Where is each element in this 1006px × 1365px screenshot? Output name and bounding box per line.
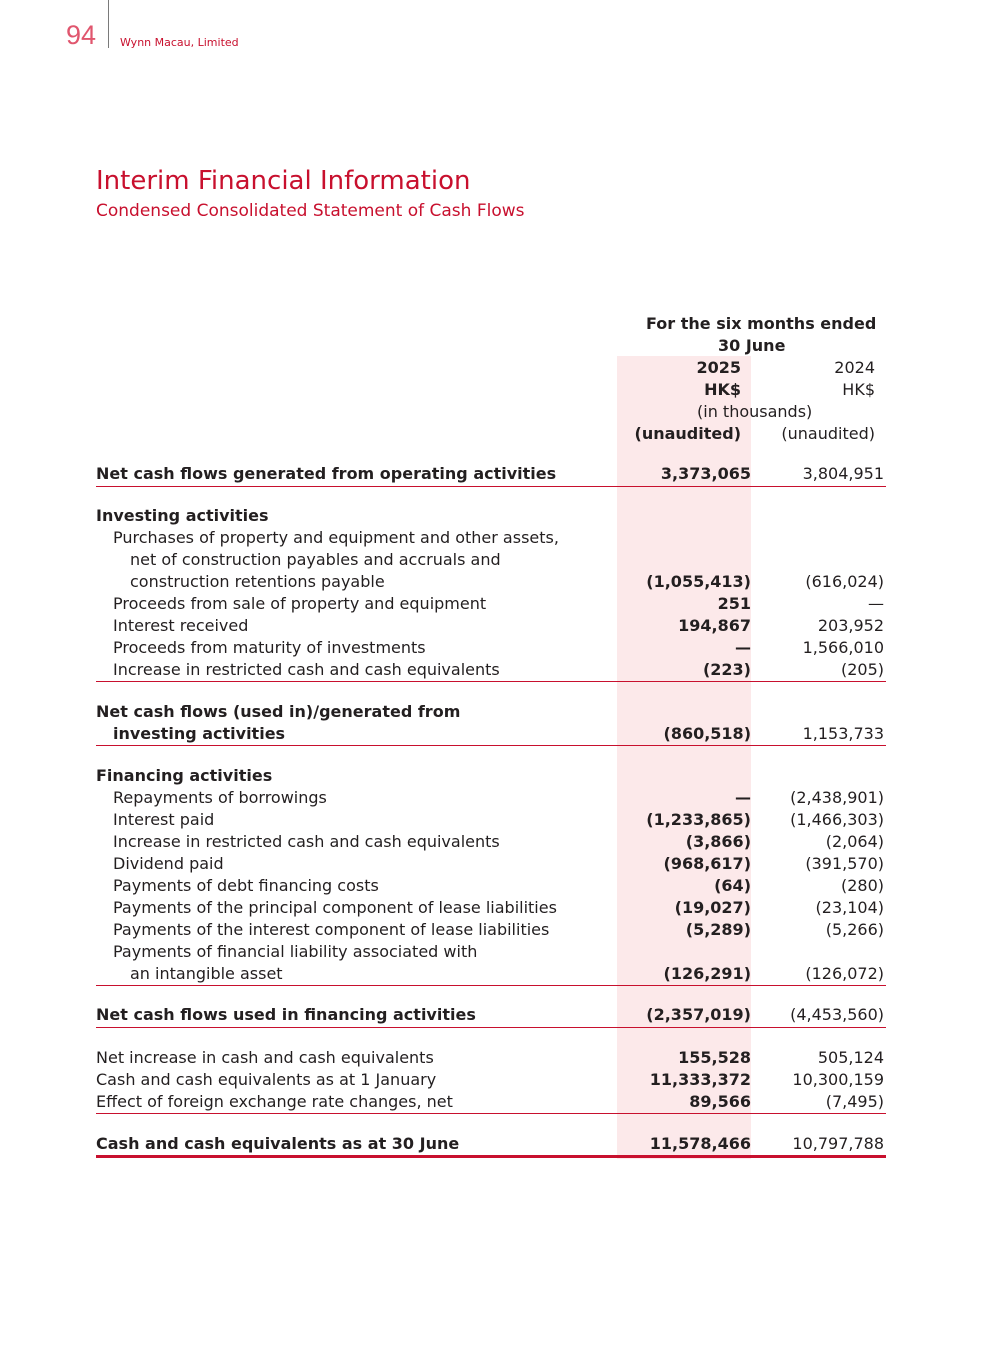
- row-label: Payments of the interest component of lease liabilities: [113, 920, 550, 939]
- row-label: Net cash flows (used in)/generated from: [96, 702, 461, 721]
- value-2024: (2,064): [825, 832, 884, 851]
- row-divider: [96, 1027, 886, 1028]
- year-2025-heading: 2025: [696, 358, 741, 377]
- table-row: [96, 809, 886, 831]
- value-2025: (2,357,019): [646, 1005, 751, 1024]
- row-label: Cash and cash equivalents as at 1 January: [96, 1070, 437, 1089]
- row-divider: [96, 486, 886, 487]
- value-2025: (19,027): [674, 898, 751, 917]
- value-2024: 203,952: [817, 616, 884, 635]
- section-heading: [96, 765, 886, 787]
- table-row: [96, 875, 886, 897]
- table-row: [96, 615, 886, 637]
- value-2024: (7,495): [825, 1092, 884, 1111]
- table-row: [96, 941, 886, 963]
- row-label: Payments of the principal component of lease liabilities: [113, 898, 557, 917]
- value-2025: (968,617): [663, 854, 751, 873]
- value-2024: 505,124: [817, 1048, 884, 1067]
- value-2024: 10,300,159: [792, 1070, 884, 1089]
- audit-2024-heading: (unaudited): [781, 424, 875, 443]
- row-label: Net cash flows used in financing activities: [96, 1005, 476, 1024]
- table-row: [96, 897, 886, 919]
- row-divider: [96, 985, 886, 986]
- value-2024: (391,570): [805, 854, 884, 873]
- row-label: Net cash flows generated from operating activities: [96, 464, 557, 483]
- row-label: Financing activities: [96, 766, 273, 785]
- value-2025: 155,528: [678, 1048, 751, 1067]
- row-label: Interest paid: [113, 810, 215, 829]
- value-2024: 1,566,010: [802, 638, 884, 657]
- row-label: Net increase in cash and cash equivalents: [96, 1048, 434, 1067]
- company-name: Wynn Macau, Limited: [120, 36, 239, 49]
- table-row: [96, 1004, 886, 1026]
- table-row: [96, 463, 886, 485]
- row-divider: [96, 745, 886, 746]
- table-row: [96, 853, 886, 875]
- audit-2025-heading: (unaudited): [634, 424, 741, 443]
- row-label: Payments of debt financing costs: [113, 876, 379, 895]
- value-2024: (5,266): [825, 920, 884, 939]
- row-label: Payments of financial liability associated with: [113, 942, 478, 961]
- value-2024: 10,797,788: [792, 1134, 884, 1153]
- table-row: [96, 571, 886, 593]
- value-2025: 251: [717, 594, 751, 613]
- unit-heading: (in thousands): [697, 402, 813, 421]
- table-row: [96, 1069, 886, 1091]
- value-2025: 11,333,372: [649, 1070, 751, 1089]
- table-row: [96, 659, 886, 681]
- row-label: Cash and cash equivalents as at 30 June: [96, 1134, 460, 1153]
- table-row: [96, 919, 886, 941]
- table-row: [96, 637, 886, 659]
- table-row: [96, 963, 886, 985]
- value-2025: —: [735, 638, 751, 657]
- value-2025: (126,291): [663, 964, 751, 983]
- value-2025: 89,566: [689, 1092, 751, 1111]
- row-label: Investing activities: [96, 506, 269, 525]
- section-heading: [96, 505, 886, 527]
- value-2025: (3,866): [685, 832, 751, 851]
- value-2024: (126,072): [805, 964, 884, 983]
- row-divider: [96, 1113, 886, 1114]
- value-2025: (1,233,865): [646, 810, 751, 829]
- row-label: net of construction payables and accruals and: [130, 550, 501, 569]
- total-double-rule: [96, 1155, 886, 1158]
- value-2025: —: [735, 788, 751, 807]
- value-2024: (23,104): [815, 898, 884, 917]
- value-2024: (1,466,303): [790, 810, 884, 829]
- row-label: an intangible asset: [130, 964, 283, 983]
- currency-2025-heading: HK$: [704, 380, 741, 399]
- page-subtitle: Condensed Consolidated Statement of Cash Flows: [96, 201, 525, 221]
- value-2025: 11,578,466: [649, 1134, 751, 1153]
- table-row: [96, 1091, 886, 1113]
- row-label: investing activities: [113, 724, 286, 743]
- table-row: [96, 723, 886, 745]
- value-2024: (280): [840, 876, 884, 895]
- table-row: [96, 593, 886, 615]
- table-row: [96, 527, 886, 549]
- row-label: Proceeds from sale of property and equipment: [113, 594, 487, 613]
- page-title: Interim Financial Information: [96, 166, 471, 196]
- value-2025: 194,867: [678, 616, 751, 635]
- row-label: Repayments of borrowings: [113, 788, 327, 807]
- row-label: Dividend paid: [113, 854, 224, 873]
- header-divider: [108, 0, 109, 48]
- table-row: [96, 701, 886, 723]
- value-2024: —: [868, 594, 884, 613]
- period-date-heading: 30 June: [718, 336, 786, 355]
- table-row: [96, 787, 886, 809]
- row-label: Purchases of property and equipment and other assets,: [113, 528, 559, 547]
- value-2024: 3,804,951: [802, 464, 884, 483]
- value-2024: (616,024): [805, 572, 884, 591]
- row-label: Increase in restricted cash and cash equivalents: [113, 660, 500, 679]
- year-2024-heading: 2024: [834, 358, 875, 377]
- row-divider: [96, 681, 886, 682]
- page-number: 94: [66, 20, 97, 50]
- row-label: Increase in restricted cash and cash equivalents: [113, 832, 500, 851]
- row-label: Effect of foreign exchange rate changes, net: [96, 1092, 453, 1111]
- period-heading: For the six months ended: [646, 314, 877, 333]
- table-row: [96, 1133, 886, 1155]
- value-2025: (223): [702, 660, 751, 679]
- value-2024: (205): [840, 660, 884, 679]
- currency-2024-heading: HK$: [842, 380, 875, 399]
- table-row: [96, 831, 886, 853]
- table-row: [96, 1047, 886, 1069]
- value-2025: 3,373,065: [660, 464, 751, 483]
- value-2025: (64): [714, 876, 751, 895]
- row-label: Proceeds from maturity of investments: [113, 638, 426, 657]
- value-2025: (860,518): [663, 724, 751, 743]
- row-label: construction retentions payable: [130, 572, 385, 591]
- table-row: [96, 549, 886, 571]
- value-2024: (4,453,560): [790, 1005, 884, 1024]
- row-label: Interest received: [113, 616, 249, 635]
- value-2025: (1,055,413): [646, 572, 751, 591]
- value-2024: (2,438,901): [790, 788, 884, 807]
- value-2025: (5,289): [685, 920, 751, 939]
- value-2024: 1,153,733: [802, 724, 884, 743]
